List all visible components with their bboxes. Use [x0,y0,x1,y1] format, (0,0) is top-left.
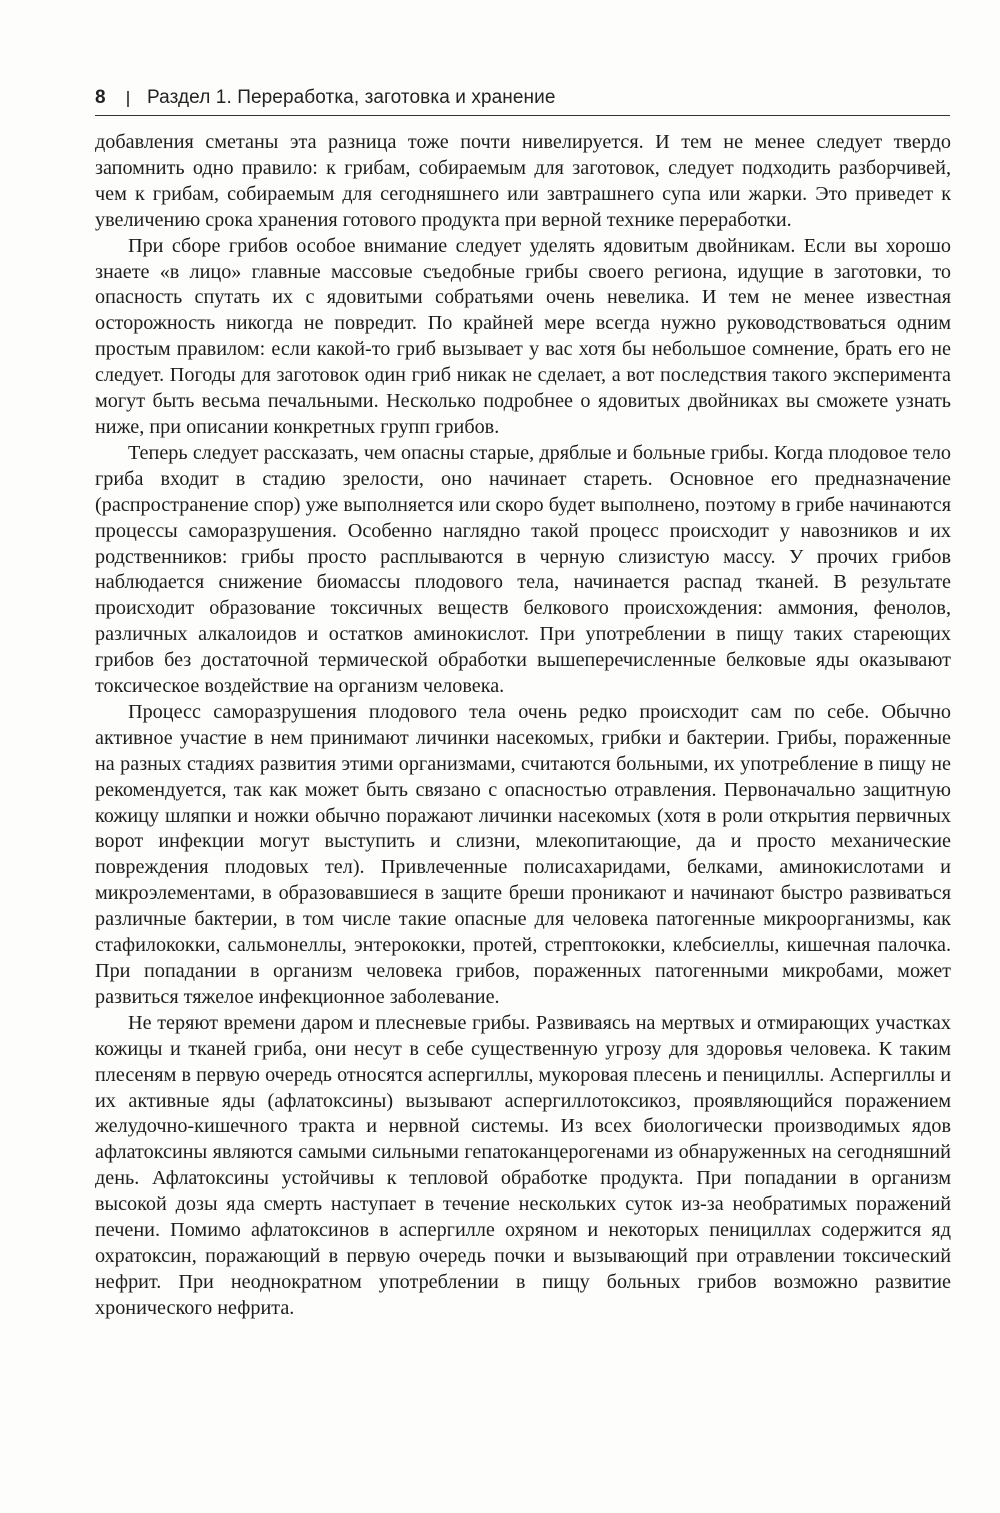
paragraph: Не теряют времени даром и плесневые грибы. Развиваясь на мертвых и отмирающих участках кожицы и тканей гриба, они несут в себе существенную угрозу для здоровья человека. К таким плесеням в первую очередь относятся аспергиллы, мукоровая плесень и пенициллы. Аспергиллы и их активные яды (афлатоксины) вызывают аспергиллотоксикоз, проявляющийся поражением желудочно-кишечного тракта и нервной системы. Из всех биологически производимых ядов афлатоксины являются самыми сильными гепатоканцерогенами из обнаруженных на сегодняшний день. Афлатоксины устойчивы к тепловой обработке продукта. При попадании в организм высокой дозы яда смерть наступает в течение нескольких суток из-за необратимых поражений печени. Помимо афлатоксинов в аспергилле охряном и некоторых пенициллах содержится яд охратоксин, поражающий в первую очередь почки и вызывающий при отравлении токсический нефрит. При неоднократном употреблении в пищу больных грибов возможно развитие хронического нефрита. [95,1011,951,1319]
paragraph: При сборе грибов особое внимание следует уделять ядовитым двойникам. Если вы хорошо знаете «в лицо» главные массовые съедобные грибы своего региона, идущие в заготовки, то опасность спутать их с ядовитыми собратьями очень невелика. И тем не менее известная осторожность никогда не повредит. По крайней мере всегда нужно руководствоваться одним простым правилом: если какой-то гриб вызывает у вас хотя бы небольшое сомнение, брать его не следует. Погоды для заготовок один гриб никак не сделает, а вот последствия такого эксперимента могут быть весьма печальными. Несколько подробнее о ядовитых двойниках вы сможете узнать ниже, при описании конкретных групп грибов. [95,234,951,438]
section-title: Раздел 1. Переработка, заготовка и хранение [147,87,556,108]
header-separator [127,91,129,107]
body-text [95,130,951,1322]
running-header [95,88,950,116]
paragraph: Процесс саморазрушения плодового тела очень редко происходит сам по себе. Обычно активное участие в нем принимают личинки насекомых, грибки и бактерии. Грибы, пораженные на разных стадиях развития этими организмами, считаются больными, их употребление в пищу не рекомендуется, так как может быть связано с опасностью отравления. Первоначально защитную кожицу шляпки и ножки обычно поражают личинки насекомых (хотя в роли открытия первичных ворот инфекции могут выступить и слизни, млекопитающие, да и просто механические повреждения плодовых тел). Привлеченные полисахаридами, белками, аминокислотами и микроэлементами, в образовавшиеся в защите бреши проникают и начинают быстро развиваться различные бактерии, в том числе такие опасные для человека патогенные микроорганизмы, как стафилококки, сальмонеллы, энтерококки, протей, стрептококки, клебсиеллы, кишечная палочка. При попадании в организм человека грибов, пораженных патогенными микробами, может развиться тяжелое инфекционное заболевание. [95,700,951,1008]
paragraph: добавления сметаны эта разница тоже почти нивелируется. И тем не менее следует твердо запомнить одно правило: к грибам, собираемым для заготовок, следует подходить разборчивей, чем к грибам, собираемым для сегодняшнего или завтрашнего супа или жарки. Это приведет к увеличению срока хранения готового продукта при верной технике переработки. [95,131,951,231]
paragraph: Теперь следует рассказать, чем опасны старые, дряблые и больные грибы. Когда плодовое тело гриба входит в стадию зрелости, оно начинает стареть. Основное его предназначение (распространение спор) уже выполняется или скоро будет выполнено, поэтому в грибе начинаются процессы саморазрушения. Особенно наглядно такой процесс происходит у навозников и их родственников: грибы просто расплываются в черную слизистую массу. У прочих грибов наблюдается снижение биомассы плодового тела, начинается распад тканей. В результате происходит образование токсичных веществ белкового происхождения: аммония, фенолов, различных алкалоидов и остатков аминокислот. При употреблении в пищу таких стареющих грибов без достаточной термической обработки вышеперечисленные белковые яды оказывают токсическое воздействие на организм человека. [95,441,951,698]
page-number: 8 [95,87,106,108]
